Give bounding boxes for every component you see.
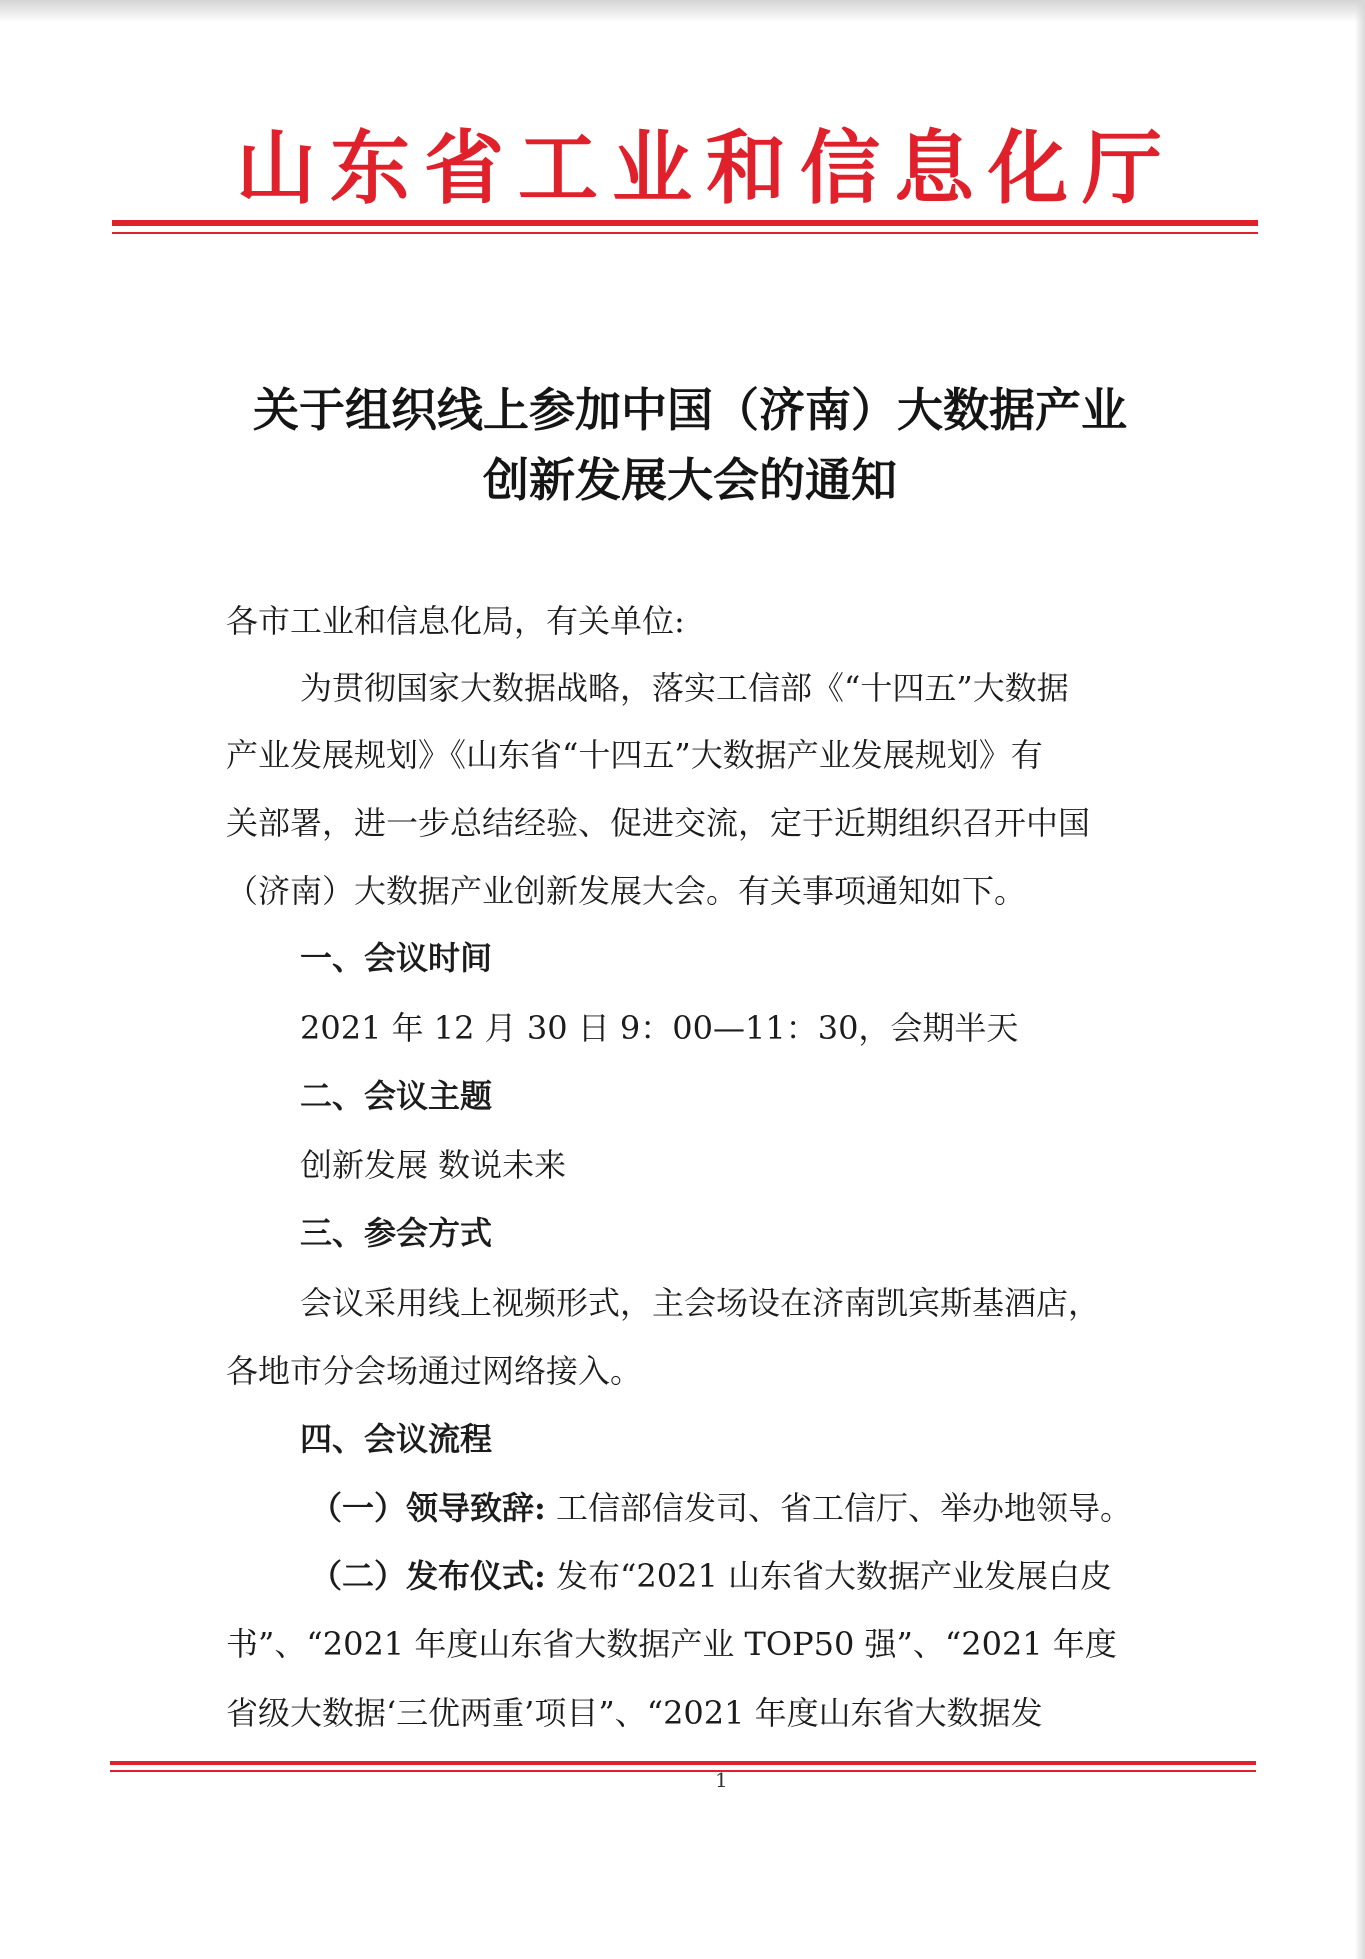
document-title-line-2: 创新发展大会的通知 xyxy=(483,453,897,507)
letterhead-rule-thick xyxy=(112,220,1258,226)
intro-line: 产业发展规划》《山东省“十四五”大数据产业发展规划》有 xyxy=(226,736,1043,774)
agenda-item-1-text: 工信部信发司、省工信厅、举办地领导。 xyxy=(545,1489,1133,1527)
letterhead-rule-thin xyxy=(112,232,1258,234)
method-line: 会议采用线上视频形式，主会场设在济南凯宾斯基酒店， xyxy=(300,1284,1101,1322)
scan-shadow-top xyxy=(0,0,1365,22)
agenda-item-1 xyxy=(310,1485,1300,1531)
agenda-item-2-text: 发布“2021 山东省大数据产业发展白皮 xyxy=(545,1557,1112,1595)
footer-rule-thick xyxy=(110,1761,1256,1765)
method-line: 各地市分会场通过网络接入。 xyxy=(226,1352,643,1390)
agenda-item-1-label: （一）领导致辞: xyxy=(310,1489,546,1527)
agenda-item-2 xyxy=(310,1553,1300,1599)
section-heading-agenda: 四、会议流程 xyxy=(300,1420,493,1458)
section-heading-theme: 二、会议主题 xyxy=(300,1077,493,1115)
section-heading-time: 一、会议时间 xyxy=(300,939,493,977)
intro-line: （济南）大数据产业创新发展大会。有关事项通知如下。 xyxy=(226,872,1027,910)
page-number: 1 xyxy=(715,1768,728,1792)
salutation: 各市工业和信息化局，有关单位: xyxy=(226,602,685,640)
agenda-item-2-line: 省级大数据‘三优两重’项目”、“2021 年度山东省大数据发 xyxy=(226,1694,1043,1732)
agenda-item-2-label: （二）发布仪式: xyxy=(310,1557,546,1595)
meeting-time-text: 2021 年 12 月 30 日 9：00—11：30，会期半天 xyxy=(300,1009,1019,1047)
document-title-line-1: 关于组织线上参加中国（济南）大数据产业 xyxy=(253,383,1127,437)
intro-line: 关部署，进一步总结经验、促进交流，定于近期组织召开中国 xyxy=(226,804,1091,842)
scan-shadow-right xyxy=(1355,0,1365,1959)
meeting-theme-text: 创新发展 数说未来 xyxy=(300,1146,567,1184)
agenda-item-2-line: 书”、“2021 年度山东省大数据产业 TOP50 强”、“2021 年度 xyxy=(226,1625,1117,1663)
footer-rule-thin xyxy=(110,1770,1256,1772)
section-heading-method: 三、参会方式 xyxy=(300,1214,493,1252)
letterhead-issuer: 山东省工业和信息化厅 xyxy=(236,121,1176,215)
intro-line: 为贯彻国家大数据战略，落实工信部《“十四五”大数据 xyxy=(300,669,1069,707)
